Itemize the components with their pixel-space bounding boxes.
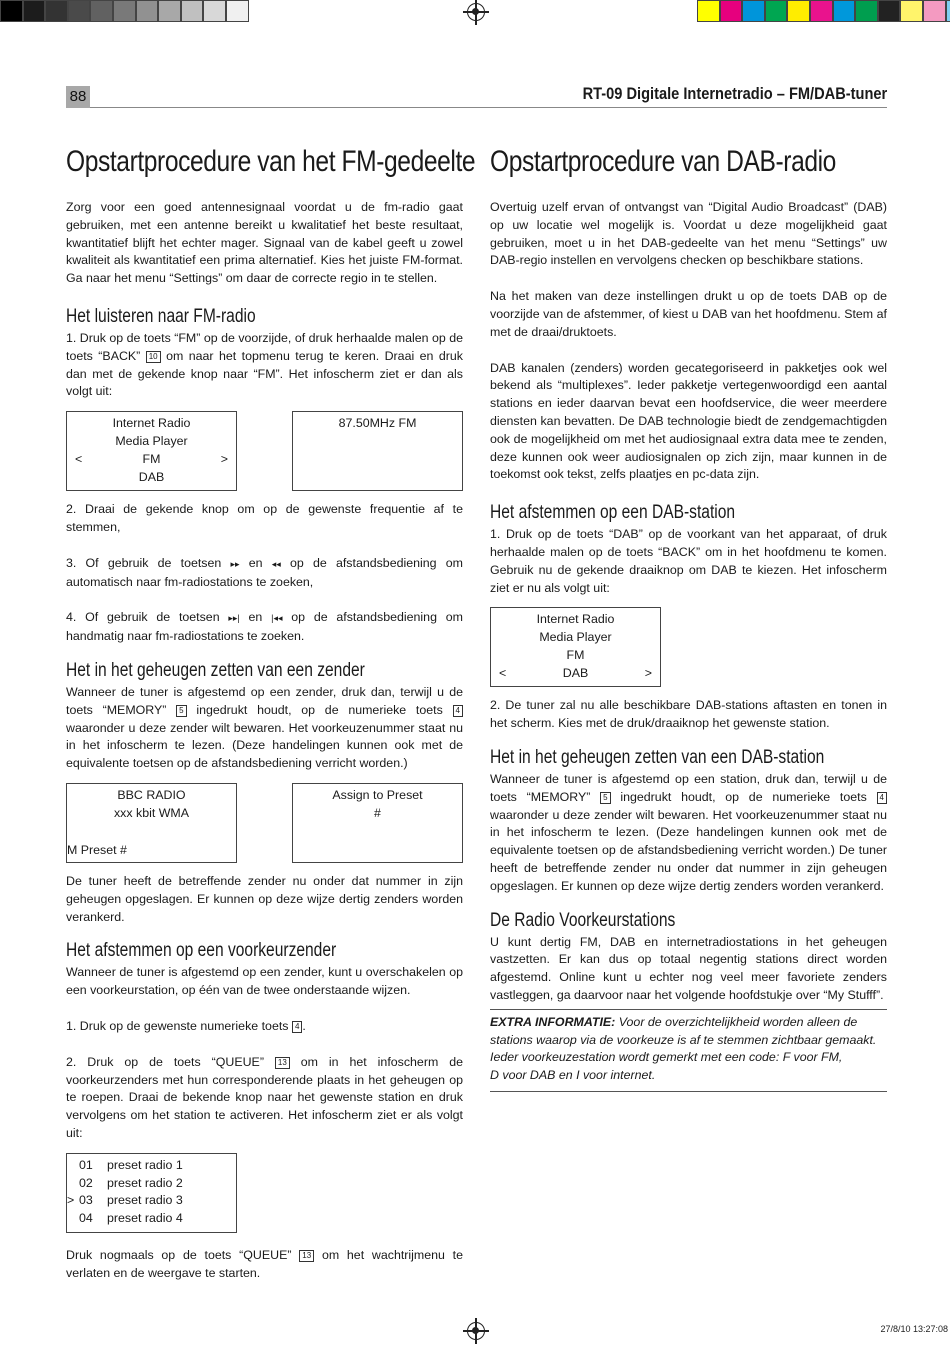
- calibration-swatch: [697, 0, 720, 22]
- dab-section-title: Opstartprocedure van DAB-radio: [490, 145, 836, 178]
- dab-p2: Na het maken van deze instellingen drukt u op de toets DAB op de voorzijde van de afstemmer, of kiest u DAB van het hoofdmenu. Stem af met de draai/druktoets.: [490, 289, 887, 339]
- list-item: 01 preset radio 1: [79, 1157, 183, 1172]
- dab-tuning-heading: Het afstemmen op een DAB-station: [490, 502, 736, 524]
- calibration-swatch: [158, 0, 181, 22]
- fm-preset-heading: Het afstemmen op een voorkeurzender: [66, 940, 337, 962]
- fm-preset-step-2: 2. Druk op de toets “QUEUE” 13 om in het infoscherm de voorkeurzenders met hun corresponderende plaats in het geheugen op te roepen. Draai de bekende knop naar het gewenste station en druk vervolgens om het station te activeren. Het infoscherm ziet er als volgt uit:: [66, 1054, 463, 1140]
- fm-section-title: Opstartprocedure van het FM-gedeelte: [66, 145, 476, 178]
- calibration-swatch: [765, 0, 788, 22]
- fm-screens: [66, 411, 463, 491]
- memory-key-icon: 5: [176, 705, 186, 717]
- lcd-main-menu: Internet Radio Media Player < FM > DAB: [66, 411, 237, 491]
- registration-mark-icon: [467, 3, 485, 21]
- back-key-icon: 10: [146, 351, 161, 363]
- calibration-swatch: [878, 0, 901, 22]
- registration-mark-icon: [467, 1322, 485, 1340]
- calibration-swatch: [68, 0, 91, 22]
- memory-key-icon: 5: [600, 792, 610, 804]
- calibration-swatch: [833, 0, 856, 22]
- numeric-key-icon: 4: [877, 792, 887, 804]
- calibration-swatch: [23, 0, 46, 22]
- fm-step-1: 1. Druk op de toets “FM” op de voorzijde, of druk herhaalde malen op de toets “BACK” 10 om naar het topmenu terug te keren. Draai en druk dan met de gekende knop naar “FM”. Het infoscherm ziet er dan als volgt uit:: [66, 330, 463, 399]
- lcd-preset-list: [66, 1153, 237, 1233]
- fm-intro: Zorg voor een goed antennesignaal voordat u de fm-radio gaat gebruiken, met een antenne bereikt u kwalitatief het beste resultaat, kwantitatief blijft het echter mager. Signaal van de kabel geeft u zowel kwaliteit als kwantitatief een prima alternatief. Kies het juiste FM-format. Ga naar het menu “Settings” om daar de correcte regio in te stellen.: [66, 200, 463, 286]
- header-rule: [90, 107, 887, 108]
- lcd-dab-menu: Internet Radio Media Player FM < DAB >: [490, 607, 661, 687]
- fm-listening-heading: Het luisteren naar FM-radio: [66, 305, 256, 327]
- numeric-key-icon: 4: [292, 1021, 302, 1033]
- calibration-swatch: [226, 0, 249, 22]
- fm-step-4: 4. Of gebruik de toetsen ▸▸| en |◂◂ op de afstandsbediening om handmatig naar fm-radiostations te zoeken.: [66, 610, 463, 644]
- calibration-swatch: [787, 0, 810, 22]
- lcd-station-info: BBC RADIO xxx kbit WMA M Preset #: [66, 783, 237, 863]
- fm-preset-step-3: Druk nogmaals op de toets “QUEUE” 13 om het wachtrijmenu te verlaten en de weergave te starten.: [66, 1247, 464, 1280]
- calibration-swatch: [923, 0, 946, 22]
- calibration-swatch: [810, 0, 833, 22]
- skip-next-icon: ▸▸|: [228, 613, 240, 624]
- fm-memory-text: Wanneer de tuner is afgestemd op een zender, druk dan, terwijl u de toets “MEMORY” 5 ingedrukt houdt, op de numerieke toets 4 waaronder u deze zender wilt bewaren. Het voorkeuzenummer staat nu in het infoscherm te lezen. (Deze handelingen kunnen ook met de equivalente toetsen op de afstandsbediening verricht worden.): [66, 684, 463, 771]
- page-number: 88: [66, 86, 90, 108]
- dab-p3: DAB kanalen (zenders) worden gecategoriseerd in pakketjes ook wel bekend als “multiplexes”. Ieder pakketje vertegenwoordigd een aantal stations en ieder daarvan bevat een hoofdservice, die weer meerdere diensten kan bevatten. De DAB technologie biedt de zendgemachtigden ook de mogelijkheid om met het audiosignaal extra data mee te zenden, deze kunnen ook weer audiosignalen op zich zijn, maar kunnen in de toekomst ook tekst, zelfs plaatjes en pc-data zijn.: [490, 360, 887, 482]
- list-item: 04 preset radio 4: [79, 1211, 183, 1226]
- calibration-swatch: [946, 0, 950, 22]
- calibration-swatch: [181, 0, 204, 22]
- left-column: [66, 145, 476, 1300]
- fm-preset-intro: Wanneer de tuner is afgestemd op een zender, kunt u overschakelen op een voorkeurstation, op één van de twee onderstaande wijzen.: [66, 965, 463, 998]
- right-column: [490, 145, 887, 1092]
- lcd-assign-preset: Assign to Preset #: [292, 783, 463, 863]
- numeric-key-icon: 4: [453, 705, 463, 717]
- dab-memory-heading: Het in het geheugen zetten van een DAB-station: [490, 746, 825, 768]
- calibration-swatch: [90, 0, 113, 22]
- dab-presets-text: U kunt dertig FM, DAB en internetradiostations in het geheugen vastzetten. Er kan dus op totaal negentig stations direct worden afgestemd. Online kunt u echter nog veel meer favoriete zenders vastleggen, ga daarvoor naar het volgende hoofdstukje over “My Stufff”.: [490, 934, 887, 1002]
- calibration-swatch: [45, 0, 68, 22]
- dab-p1: Overtuig uzelf ervan of ontvangst van “Digital Audio Broadcast” (DAB) op uw locatie wel mogelijk is. Voordat u deze mogelijkheid gaat gebruiken, moet u in het DAB-gedeelte van het menu “Settings” uw DAB-regio instellen en vervolgens checken op beschikbare stations.: [490, 200, 887, 268]
- list-item: > 03 preset radio 3: [67, 1193, 183, 1208]
- fm-preset-step-1: 1. Druk op de gewenste numerieke toets 4 .: [66, 1018, 306, 1033]
- calibration-swatch: [0, 0, 23, 22]
- dab-step-2: 2. De tuner zal nu alle beschikbare DAB-stations aftasten en tonen in het scherm. Kies met de druk/draaiknop het gewenste station.: [490, 698, 887, 731]
- calibration-swatch: [203, 0, 226, 22]
- fm-step-3: 3. Of gebruik de toetsen ▸▸ en ◂◂ op de afstandsbediening om automatisch naar fm-radiostations te zoeken,: [66, 555, 463, 589]
- extra-info-label: EXTRA INFORMATIE:: [490, 1014, 616, 1029]
- dab-step-1: 1. Druk op de toets “DAB” op de voorkant van het apparaat, of druk herhaalde malen op de toets “BACK” om in het hoofdmenu te komen. Gebruik nu de gekende draaiknop om DAB te kiezen. Het infoscherm ziet er nu als volgt uit:: [490, 527, 887, 595]
- calibration-swatch: [113, 0, 136, 22]
- fm-step-2: 2. Draai de gekende knop om op de gewenste frequentie af te stemmen,: [66, 502, 463, 534]
- calibration-swatch: [855, 0, 878, 22]
- queue-key-icon: 13: [275, 1057, 290, 1069]
- list-item: 02 preset radio 2: [79, 1175, 183, 1190]
- calibration-swatch: [720, 0, 743, 22]
- calibration-swatch: [136, 0, 159, 22]
- rewind-icon: ◂◂: [271, 558, 281, 569]
- lcd-fm-frequency: 87.50MHz FM: [292, 411, 463, 491]
- calibration-swatch: [742, 0, 765, 22]
- print-timestamp: 27/8/10 13:27:08: [880, 1324, 948, 1334]
- dab-memory-text: Wanneer de tuner is afgestemd op een station, druk dan, terwijl u de toets “MEMORY” 5 ingedrukt houdt, op de numerieke toets 4 waaronder u deze zender wilt bewaren. Het voorkeuzenummer staat nu in het infoscherm te lezen. (Deze handelingen kunnen ook met de equivalente toetsen op de afstandsbediening verricht worden.) De tuner heeft de betreffende zender nu onder dat nummer in zijn geheugen opgeslagen. Er kunnen op deze wijze dertig zenders worden verankerd.: [490, 771, 887, 893]
- fm-memory-result: De tuner heeft de betreffende zender nu onder dat nummer in zijn geheugen opgeslagen. Er kunnen op deze wijze dertig zenders worden verankerd.: [66, 873, 463, 924]
- grayscale-calibration-bar: [0, 0, 249, 22]
- memory-screens: [66, 783, 463, 863]
- skip-previous-icon: |◂◂: [271, 613, 283, 624]
- color-calibration-bar: [697, 0, 950, 22]
- extra-info-box: EXTRA INFORMATIE: Voor de overzichtelijkheid worden alleen de stations waarop via de voorkeuze is af te stemmen zichtbaar gemaakt. Ieder voorkeuzestation wordt gemerkt met een code: F voor FM, D voor DAB en I voor internet.: [490, 1009, 887, 1092]
- queue-key-icon: 13: [299, 1250, 314, 1262]
- fm-memory-heading: Het in het geheugen zetten van een zender: [66, 659, 365, 681]
- calibration-swatch: [900, 0, 923, 22]
- header-title: RT-09 Digitale Internetradio – FM/DAB-tuner: [582, 84, 887, 103]
- fast-forward-icon: ▸▸: [230, 558, 240, 569]
- dab-presets-heading: De Radio Voorkeurstations: [490, 909, 676, 931]
